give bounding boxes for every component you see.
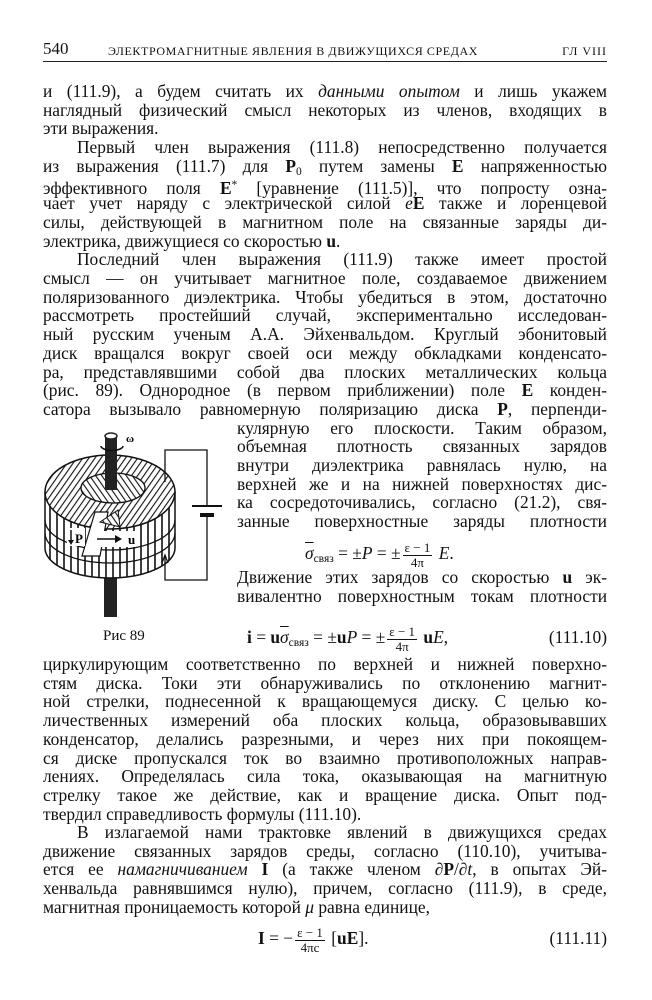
text-line xyxy=(43,692,607,711)
text-line xyxy=(43,805,607,824)
bold-symbol: u xyxy=(336,627,347,647)
text-run: . xyxy=(336,230,341,251)
text-line xyxy=(77,250,607,269)
text-run: В излагаемой нами трактовке явлений в движущихся средах xyxy=(77,822,607,842)
text-run: магнитная проницаемость которой xyxy=(43,896,306,917)
text-line xyxy=(43,711,607,730)
bold-symbol: I xyxy=(258,928,265,948)
bold-symbol: u xyxy=(270,627,281,647)
text-run: Последний член выражения (111.9) также имеет простой xyxy=(77,249,607,270)
text-run: [ xyxy=(326,928,338,948)
text-run: объемная плотность связанных зарядов xyxy=(237,436,607,457)
text-run: эк- xyxy=(572,567,607,587)
text-line xyxy=(43,655,607,674)
text-line xyxy=(43,194,607,213)
italic-text: P xyxy=(346,627,358,647)
text-line xyxy=(77,823,607,842)
text-run: эффективного поля xyxy=(43,177,220,198)
fraction xyxy=(387,625,417,654)
text-line xyxy=(237,419,607,438)
bold-symbol: I xyxy=(261,859,269,880)
text-line xyxy=(237,568,607,587)
text-line xyxy=(237,512,607,531)
text-line xyxy=(237,493,607,512)
bold-symbol: u xyxy=(326,230,336,251)
denominator: 4π xyxy=(395,638,409,654)
formula-surface-charge xyxy=(305,536,454,570)
text-line xyxy=(237,437,607,456)
svg-text:u: u xyxy=(128,532,136,547)
text-line xyxy=(43,400,607,419)
text-line xyxy=(43,898,607,917)
text-line xyxy=(43,842,607,861)
text-line xyxy=(43,879,607,898)
header-rule xyxy=(43,61,607,62)
italic-text: P xyxy=(361,543,373,563)
text-run: из выражения (111.7) для xyxy=(43,155,286,176)
italic-text: E xyxy=(433,627,444,647)
text-run: рассмотреть простейший случай, экспериментально исследован- xyxy=(43,305,607,326)
math-run: $\overline{\sigma}$ xyxy=(280,627,289,647)
text-run: смысл — он учитывает магнитное поле, создаваемое движением xyxy=(43,268,607,288)
text-run: . xyxy=(449,543,454,563)
text-run: равна единице, xyxy=(314,896,430,917)
text-run: (а также членом ∂ xyxy=(268,859,444,880)
text-run: = ± xyxy=(333,543,362,563)
italic-text: μ xyxy=(305,896,314,917)
running-title: ЭЛЕКТРОМАГНИТНЫЕ ЯВЛЕНИЯ В ДВИЖУЩИХСЯ СРЕДАХ xyxy=(108,44,479,58)
bold-symbol: P xyxy=(285,155,296,176)
text-run: лениях. Определялась сила тока, оказывающая на магнитную xyxy=(43,766,607,787)
text-run: ется ее xyxy=(43,859,118,880)
text-run: ка сосредоточивались, согласно (21.2), свя- xyxy=(237,492,607,513)
text-run: напряженностью xyxy=(463,155,607,176)
numerator: ε − 1 xyxy=(389,623,416,639)
italic-text: данными опытом xyxy=(318,81,460,101)
text-line xyxy=(43,325,607,344)
italic-text: t xyxy=(467,859,473,880)
italic-text: E xyxy=(438,543,450,563)
denominator: 4π xyxy=(410,554,424,570)
figure-caption: Рис 89 xyxy=(103,628,145,644)
equation-number: (111.11) xyxy=(549,928,607,948)
chapter-label: ГЛ VIII xyxy=(562,44,607,58)
text-run: и (111.9), а будем считать их xyxy=(43,81,319,101)
bold-symbol: u xyxy=(562,567,573,587)
velocity-label xyxy=(96,531,136,547)
text-run: [уравнение (111.5)], что попросту озна- xyxy=(237,177,607,198)
bold-symbol: E xyxy=(219,177,232,198)
text-line xyxy=(43,381,607,400)
text-line xyxy=(43,306,607,325)
text-line xyxy=(43,232,607,251)
text-run xyxy=(248,859,262,879)
text-line xyxy=(43,344,607,363)
bold-symbol: E xyxy=(451,155,464,176)
text-line xyxy=(43,269,607,288)
text-run: движение связанных зарядов среды, согласно (110.10), учитыва- xyxy=(43,840,607,861)
text-run: , xyxy=(443,627,449,647)
text-line xyxy=(237,475,607,494)
text-line xyxy=(43,767,607,786)
text-run: верхней же и на нижней поверхностях дис- xyxy=(237,473,607,494)
text-run: конден- xyxy=(533,380,607,401)
text-run: кулярную его плоскости. Таким образом, xyxy=(237,417,607,438)
polarization-label xyxy=(67,528,85,546)
text-run: Движение этих зарядов со скоростью xyxy=(237,567,563,587)
text-run: диск вращался вокруг своей оси между обкладками конденсато- xyxy=(43,342,607,363)
text-run: = ± xyxy=(308,627,337,647)
formula-magnetization xyxy=(258,921,368,955)
text-run: личественных измерений оба плоских кольца, образовывавших xyxy=(43,710,607,731)
text-line xyxy=(43,860,607,879)
text-run: ный русским ученым А.А. Эйхенвальдом. Круглый эбонитовый xyxy=(43,324,607,345)
text-run: стям диска. Токи эти обнаруживались по отклонению магнит- xyxy=(43,672,607,693)
text-line xyxy=(43,674,607,693)
text-run: ра, представлявшими собой два плоских металлических кольца xyxy=(43,361,607,382)
text-line xyxy=(43,749,607,768)
text-run: Первый член выражения (111.8) непосредственно получается xyxy=(77,137,607,158)
math-run: $\overline{\sigma}$ xyxy=(305,543,314,563)
math-run: * xyxy=(231,178,238,191)
text-run: внутри диэлектрика равнялась нулю, на xyxy=(237,455,607,475)
text-run: (рис. 89). Однородное (в первом приближении) поле xyxy=(43,380,522,401)
text-line xyxy=(237,456,607,475)
text-run: /∂ xyxy=(453,859,468,880)
text-line xyxy=(43,157,607,176)
text-run: конденсатор, делались разрезными, и через них при покоящем- xyxy=(43,728,607,749)
bold-symbol: E xyxy=(521,380,534,401)
text-line xyxy=(43,213,607,232)
bold-symbol: uE xyxy=(337,928,359,948)
text-run: ]. xyxy=(358,928,369,948)
bold-symbol: E xyxy=(412,193,425,214)
formula-surface-current xyxy=(247,620,448,654)
text-run: чает учет наряду с электрической силой xyxy=(43,193,406,214)
italic-text: намагничиванием xyxy=(117,859,248,880)
text-line xyxy=(43,786,607,805)
denominator: 4πc xyxy=(300,939,320,955)
text-run: наглядный физический смысл некоторых из членов, входящих в xyxy=(43,99,607,120)
text-line xyxy=(43,288,607,307)
math-run: связ xyxy=(313,553,334,565)
upper-shaft xyxy=(105,433,117,490)
text-run: силы, действующей в магнитном поле на связанные заряды ди- xyxy=(43,211,607,232)
svg-text:P: P xyxy=(75,531,83,546)
text-line xyxy=(43,82,607,101)
text-line xyxy=(43,363,607,382)
bold-symbol: P xyxy=(497,398,508,419)
text-run: циркулирующим соответственно по верхней и нижней поверхно- xyxy=(43,654,607,674)
text-run: , в опытах Эй- xyxy=(472,859,608,880)
text-run: = xyxy=(251,627,271,647)
text-run: и лишь укажем xyxy=(459,81,607,101)
text-line xyxy=(43,101,607,120)
text-line xyxy=(43,176,607,198)
text-run: электрика, движущиеся со скоростью xyxy=(43,230,327,251)
text-run: хенвальда равнявшимся нулю), причем, согласно (111.9), в среде, xyxy=(43,878,607,899)
text-run: = − xyxy=(264,928,294,948)
text-run: ной стрелки, поднесенной к вращающемуся диску. С целью ко- xyxy=(43,691,607,712)
eichenwald-disk-figure xyxy=(40,420,240,625)
text-run: занные поверхностные заряды плотности xyxy=(237,511,607,532)
math-run: 0 xyxy=(295,165,302,178)
text-line xyxy=(43,730,607,749)
numerator: ε − 1 xyxy=(297,924,323,940)
bold-symbol: u xyxy=(423,627,434,647)
italic-text: e xyxy=(405,193,413,214)
math-run: связ xyxy=(288,637,309,649)
text-line xyxy=(43,119,607,138)
text-run: = ± xyxy=(372,543,401,563)
page-number: 540 xyxy=(43,39,69,58)
fraction xyxy=(403,541,433,570)
fraction xyxy=(295,926,325,955)
text-run: твердил справедливость формулы (111.10). xyxy=(43,803,362,824)
text-line xyxy=(237,587,607,606)
omega-label: ω xyxy=(126,433,135,445)
text-run: = ± xyxy=(357,627,386,647)
text-run: , перпенди- xyxy=(507,398,607,419)
equation-number: (111.10) xyxy=(548,627,607,647)
text-run: поляризованного диэлектрика. Чтобы убедиться в этом, достаточно xyxy=(43,286,607,307)
numerator: ε − 1 xyxy=(404,539,431,555)
text-run: вивалентно поверхностным токам плотности xyxy=(237,585,607,606)
text-run: также и лоренцевой xyxy=(424,193,607,214)
text-run: путем замены xyxy=(301,155,452,176)
text-run: ся диске пропускался ток во взаимно противоположных направ- xyxy=(43,747,607,768)
text-run: стрелку такое же действие, как и вращение диска. Опыт под- xyxy=(43,784,607,805)
bold-symbol: i xyxy=(247,627,252,647)
text-run: эти выражения. xyxy=(43,118,159,139)
text-run: сатора вызывало равномерную поляризацию диска xyxy=(43,398,498,419)
text-line xyxy=(77,138,607,157)
bold-symbol: P xyxy=(443,859,454,880)
